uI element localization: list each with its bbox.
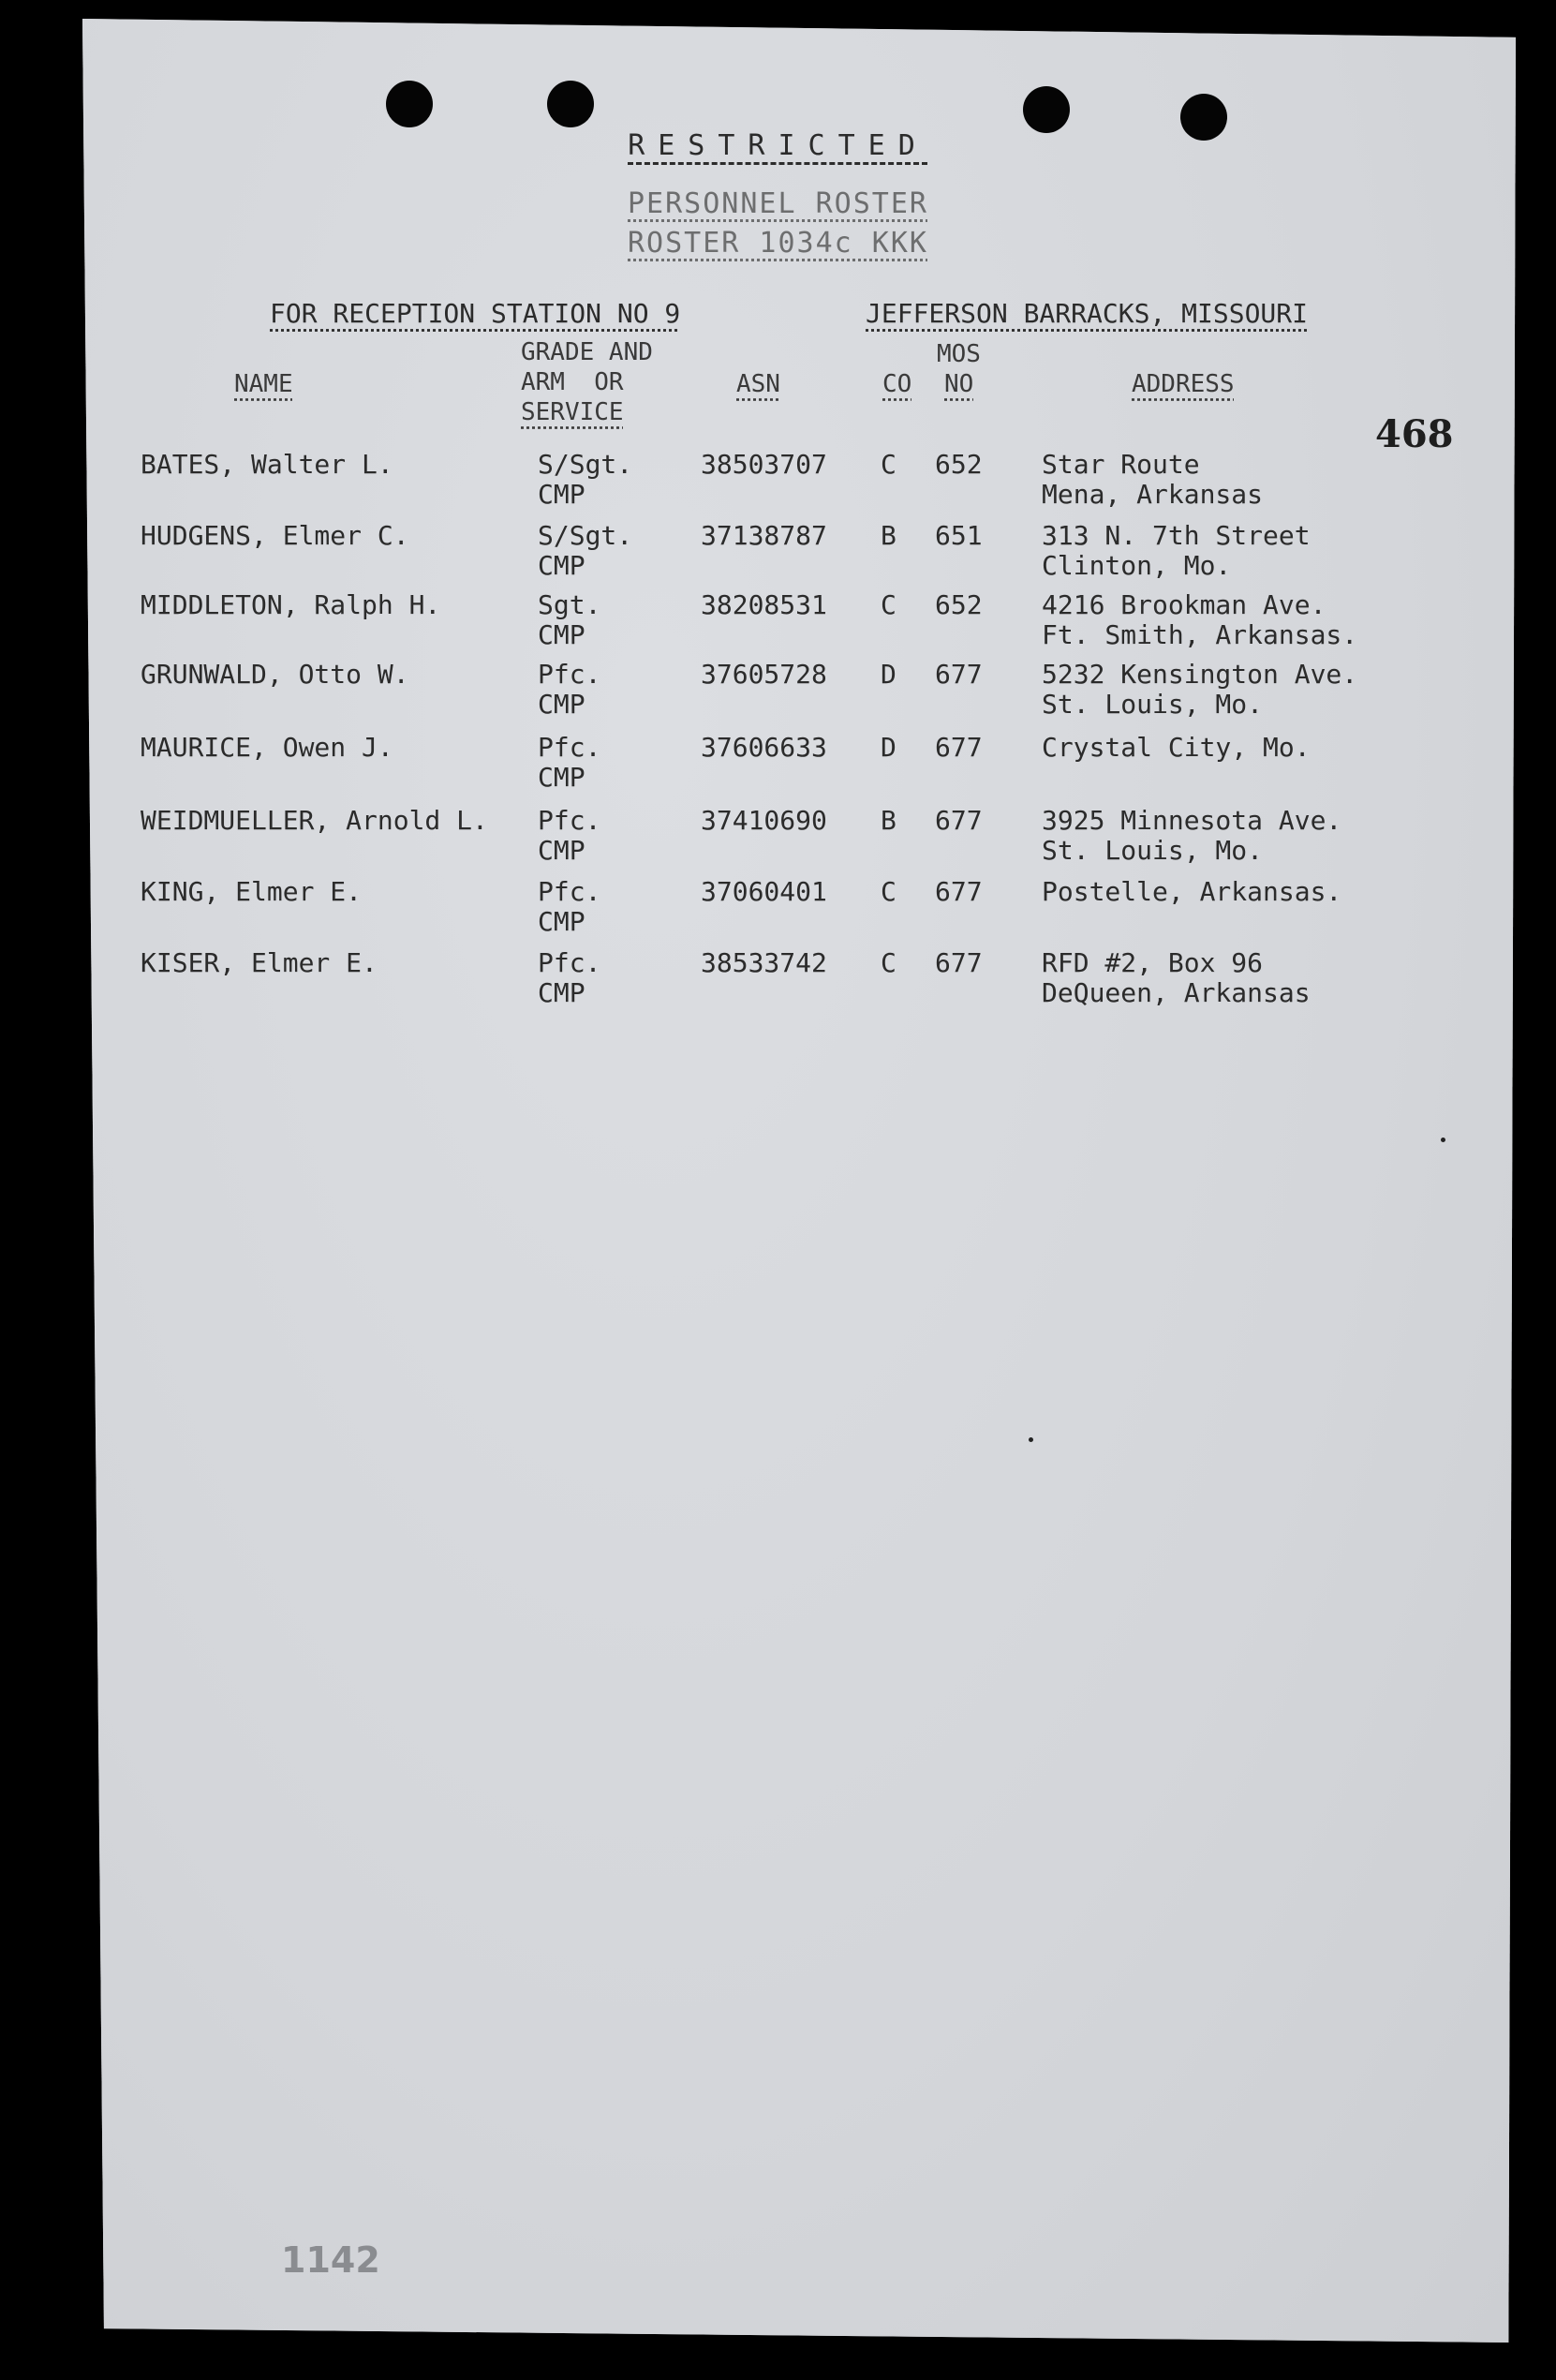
row-address-line1: 3925 Minnesota Ave. — [1042, 805, 1342, 836]
row-arm: CMP — [538, 479, 585, 510]
row-address-line2: St. Louis, Mo. — [1042, 835, 1264, 866]
column-header-asn: ASN — [736, 370, 780, 398]
row-grade: Pfc. — [538, 947, 601, 978]
row-name: BATES, Walter L. — [141, 449, 393, 480]
row-arm: CMP — [538, 619, 585, 650]
row-grade: Pfc. — [538, 805, 601, 836]
row-co: C — [881, 449, 897, 480]
row-co: B — [881, 520, 897, 551]
row-asn: 37605728 — [701, 659, 827, 690]
row-name: KISER, Elmer E. — [141, 947, 378, 978]
row-co: C — [881, 589, 897, 620]
row-asn: 37138787 — [701, 520, 827, 551]
row-arm: CMP — [538, 906, 585, 937]
column-header-co: CO — [882, 370, 912, 398]
row-co: C — [881, 876, 897, 907]
row-arm: CMP — [538, 550, 585, 581]
row-asn: 38208531 — [701, 589, 827, 620]
row-address-line1: RFD #2, Box 96 — [1042, 947, 1264, 978]
row-grade: S/Sgt. — [538, 520, 633, 551]
column-header-mos-line2: NO — [944, 370, 974, 398]
row-asn: 38533742 — [701, 947, 827, 978]
row-address-line1: Crystal City, Mo. — [1042, 732, 1311, 763]
row-address-line2: Mena, Arkansas — [1042, 479, 1264, 510]
column-header-name: NAME — [234, 370, 293, 398]
row-mos: 651 — [935, 520, 983, 551]
row-grade: Pfc. — [538, 659, 601, 690]
row-mos: 652 — [935, 449, 983, 480]
row-address-line1: 313 N. 7th Street — [1042, 520, 1311, 551]
roster-title: PERSONNEL ROSTER — [628, 187, 928, 220]
row-arm: CMP — [538, 835, 585, 866]
column-header-grade-line1: GRADE AND — [521, 338, 653, 366]
row-name: WEIDMUELLER, Arnold L. — [141, 805, 488, 836]
document-page — [82, 19, 1516, 2343]
row-mos: 677 — [935, 732, 983, 763]
row-arm: CMP — [538, 762, 585, 793]
column-header-grade-line3: SERVICE — [521, 398, 624, 426]
row-mos: 677 — [935, 947, 983, 978]
row-grade: S/Sgt. — [538, 449, 633, 480]
footer-number: 1142 — [281, 2239, 380, 2281]
station-heading: FOR RECEPTION STATION NO 9 — [270, 298, 681, 329]
column-header-mos-line1: MOS — [937, 340, 981, 368]
row-address-line1: 4216 Brookman Ave. — [1042, 589, 1326, 620]
row-mos: 677 — [935, 805, 983, 836]
row-mos: 652 — [935, 589, 983, 620]
row-co: B — [881, 805, 897, 836]
row-address-line1: Star Route — [1042, 449, 1200, 480]
row-co: D — [881, 732, 897, 763]
roster-number: ROSTER 1034c KKK — [628, 227, 928, 260]
row-address-line2: Clinton, Mo. — [1042, 550, 1232, 581]
row-grade: Pfc. — [538, 876, 601, 907]
row-asn: 38503707 — [701, 449, 827, 480]
classification-marking: RESTRICTED — [628, 129, 928, 162]
column-header-grade-line2: ARM OR — [521, 368, 624, 396]
row-name: MAURICE, Owen J. — [141, 732, 393, 763]
row-arm: CMP — [538, 689, 585, 720]
row-name: MIDDLETON, Ralph H. — [141, 589, 441, 620]
column-header-address: ADDRESS — [1132, 370, 1235, 398]
row-address-line2: DeQueen, Arkansas — [1042, 977, 1311, 1008]
row-address-line2: St. Louis, Mo. — [1042, 689, 1264, 720]
punch-hole-2 — [547, 81, 594, 127]
location-heading: JEFFERSON BARRACKS, MISSOURI — [866, 298, 1309, 329]
row-address-line1: 5232 Kensington Ave. — [1042, 659, 1358, 690]
row-asn: 37410690 — [701, 805, 827, 836]
row-mos: 677 — [935, 659, 983, 690]
paper-speck — [1441, 1138, 1445, 1142]
page-number: 468 — [1375, 412, 1454, 456]
row-address-line1: Postelle, Arkansas. — [1042, 876, 1342, 907]
row-co: C — [881, 947, 897, 978]
row-arm: CMP — [538, 977, 585, 1008]
row-address-line2: Ft. Smith, Arkansas. — [1042, 619, 1358, 650]
row-grade: Sgt. — [538, 589, 601, 620]
row-name: GRUNWALD, Otto W. — [141, 659, 409, 690]
punch-hole-1 — [386, 81, 433, 127]
row-asn: 37606633 — [701, 732, 827, 763]
punch-hole-3 — [1023, 86, 1070, 133]
row-name: HUDGENS, Elmer C. — [141, 520, 409, 551]
row-grade: Pfc. — [538, 732, 601, 763]
row-name: KING, Elmer E. — [141, 876, 363, 907]
row-mos: 677 — [935, 876, 983, 907]
paper-speck — [1029, 1437, 1033, 1442]
row-asn: 37060401 — [701, 876, 827, 907]
row-co: D — [881, 659, 897, 690]
